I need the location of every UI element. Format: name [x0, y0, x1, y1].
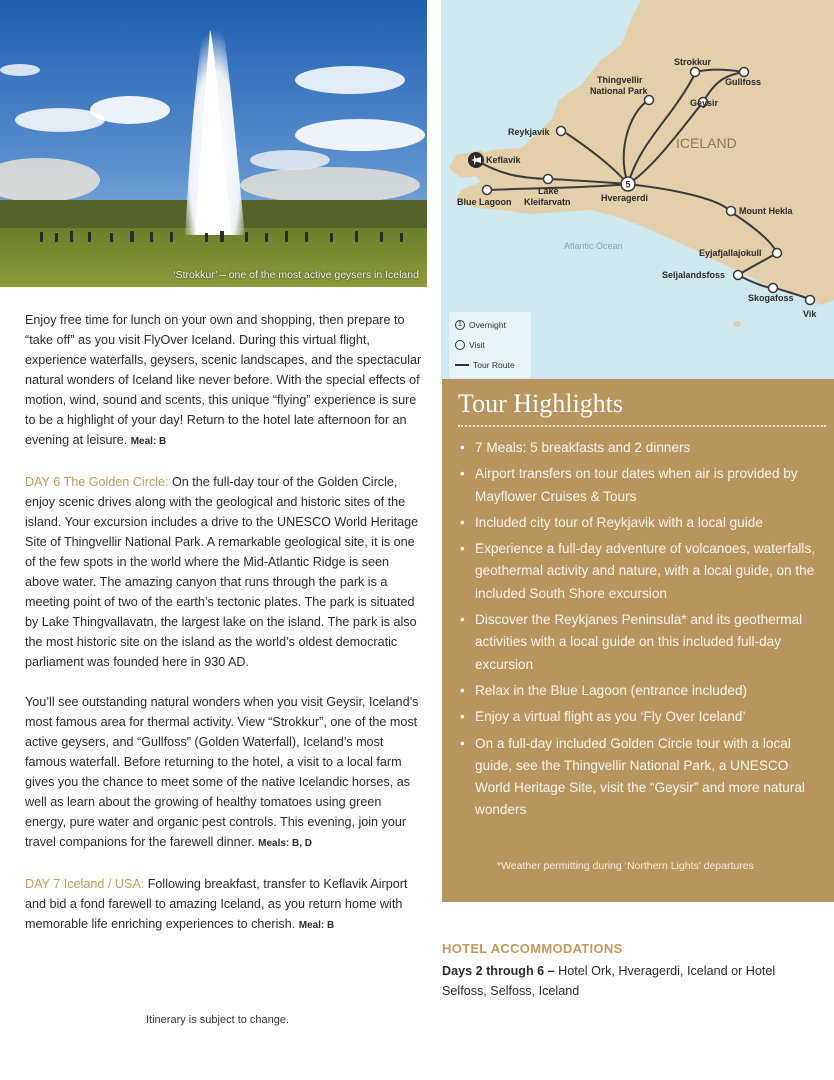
day6-text-2: You’ll see outstanding natural wonders when you visit Geysir, Iceland’s most famous area for thermal activity. View “Strokkur”, one of the most active geysers, and “Gullfoss” (Golden Waterfall), Iceland’s most famous waterfall. Before returning to the hotel, a visit to a local farm gives you the chance to meet some of the native Icelandic horses, as well as learn about the growing of healthy tomatoes using green energy, pure water and organic pest controls. This evening, join your travel companions for the farewell dinner.: [25, 695, 419, 849]
legend-visit-label: Visit: [469, 340, 485, 350]
hotel-details: [442, 961, 822, 1001]
map-label-mount-hekla: Mount Hekla: [739, 206, 793, 216]
map-label-lake-1: Lake: [538, 186, 559, 196]
itinerary-disclaimer: Itinerary is subject to change.: [146, 1014, 290, 1026]
hotel-days: Days 2 through 6 –: [442, 964, 555, 978]
map-label-thingvellir-2: National Park: [590, 86, 648, 96]
highlight-item: • Experience a full-day adventure of volcanoes, waterfalls, geothermal activity and nature, with a local guide, on the included South Shore excursion: [458, 538, 818, 605]
highlight-item: • On a full-day included Golden Circle tour with a local guide, see the Thingvellir National Park, a UNESCO World Heritage Site, visit the “Geysir” and more natural wonders: [458, 733, 818, 822]
hotel-heading: HOTEL ACCOMMODATIONS: [442, 941, 623, 956]
route-line-icon: [455, 364, 469, 366]
highlights-list: [458, 437, 818, 826]
map-label-thingvellir-1: Thingvellir: [597, 75, 643, 85]
map-label-geysir: Geysir: [690, 98, 719, 108]
highlight-item: • Discover the Reykjanes Peninsula* and its geothermal activities with a local guide on this included full-day excursion: [458, 609, 818, 676]
day6-meal: Meals: B, D: [258, 838, 313, 849]
legend-visit: [455, 340, 485, 350]
map-label-vik: Vik: [803, 309, 817, 319]
highlights-footnote: *Weather permitting during ‘Northern Lights’ departures: [497, 860, 754, 872]
map-label-reykjavik: Reykjavik: [508, 127, 550, 137]
visit-icon: [455, 340, 465, 350]
day5-text: Enjoy free time for lunch on your own and shopping, then prepare to “take off” as you visit FlyOver Iceland. During this virtual flight, experience waterfalls, geysers, scenic landscapes, and the spectacular natural wonders of Iceland like never before. With the special effects of motion, wind, sound and scents, this unique “flying” experience is sure to be a highlight of your day! Return to the hotel late afternoon for an evening at leisure.: [25, 313, 422, 447]
legend-overnight: [455, 320, 506, 330]
tour-highlights-box: [442, 379, 834, 902]
hotel-text: Hotel Ork, Hveragerdi, Iceland or Hotel Selfoss, Selfoss, Iceland: [442, 964, 776, 998]
highlight-item: • Enjoy a virtual flight as you ‘Fly Over Iceland’: [458, 706, 818, 728]
day6-paragraph-2: [25, 692, 425, 854]
day7-text: Following breakfast, transfer to Keflavik Airport and bid a fond farewell to amazing Iceland, as you return home with memorable life enriching experiences to cherish.: [25, 877, 408, 931]
highlights-title: Tour Highlights: [458, 389, 624, 418]
map-label-hveragerdi: Hveragerdi: [601, 193, 649, 203]
day6-paragraph: [25, 472, 425, 672]
highlight-item: • Airport transfers on tour dates when air is provided by Mayflower Cruises & Tours: [458, 463, 818, 508]
map-label-keflavik: Keflavik: [486, 155, 521, 165]
day7-meal: Meal: B: [298, 920, 335, 931]
itinerary-text: [25, 310, 425, 956]
highlight-item: • Included city tour of Reykjavik with a local guide: [458, 512, 818, 534]
map-label-skogafoss: Skogafoss: [748, 293, 794, 303]
day5-paragraph: [25, 310, 425, 452]
overnight-icon: 1: [455, 320, 465, 330]
map-label-gullfoss: Gullfoss: [725, 77, 762, 87]
day7-heading: DAY 7 Iceland / USA:: [25, 877, 145, 891]
day7-paragraph: [25, 874, 425, 936]
highlight-item: • Relax in the Blue Lagoon (entrance included): [458, 680, 818, 702]
map-legend: [449, 312, 531, 378]
map-label-blue-lagoon: Blue Lagoon: [457, 197, 512, 207]
legend-route: [455, 360, 515, 370]
legend-overnight-label: Overnight: [469, 320, 506, 330]
map-overnight-count: 5: [625, 179, 631, 190]
iceland-tour-map: [441, 0, 834, 379]
day5-meal: Meal: B: [130, 436, 167, 447]
highlight-item: • 7 Meals: 5 breakfasts and 2 dinners: [458, 437, 818, 459]
map-label-strokkur: Strokkur: [674, 57, 712, 67]
map-label-seljalandsfoss: Seljalandsfoss: [662, 270, 726, 280]
map-label-iceland: ICELAND: [676, 135, 737, 151]
photo-caption: ‘Strokkur’ – one of the most active geysers in Iceland: [173, 269, 419, 281]
map-label-atlantic: Atlantic Ocean: [564, 241, 623, 251]
day6-text: On the full-day tour of the Golden Circle, enjoy scenic drives along with the geological and historic sites of the island. Your excursion includes a drive to the UNESCO World Heritage Site of Thingvellir National Park. A remarkable geological site, it is one of the few spots in the world where the Mid-Atlantic Ridge is seen above water. The amazing canyon that runs through the park is a meeting point of two of the earth’s tectonic plates. The park is situated by Lake Thingvallavatn, the largest lake on the island. The park is also the most historic site on the island as the world’s oldest democratic parliament was founded here in 930 AD.: [25, 475, 419, 669]
highlights-divider: [458, 425, 826, 427]
legend-route-label: Tour Route: [473, 360, 515, 370]
map-label-eyjafjallajokull: Eyjafjallajokull: [699, 248, 762, 258]
day6-heading: DAY 6 The Golden Circle:: [25, 475, 169, 489]
geyser-photo: [0, 0, 427, 287]
map-label-lake-2: Kleifarvatn: [524, 197, 571, 207]
